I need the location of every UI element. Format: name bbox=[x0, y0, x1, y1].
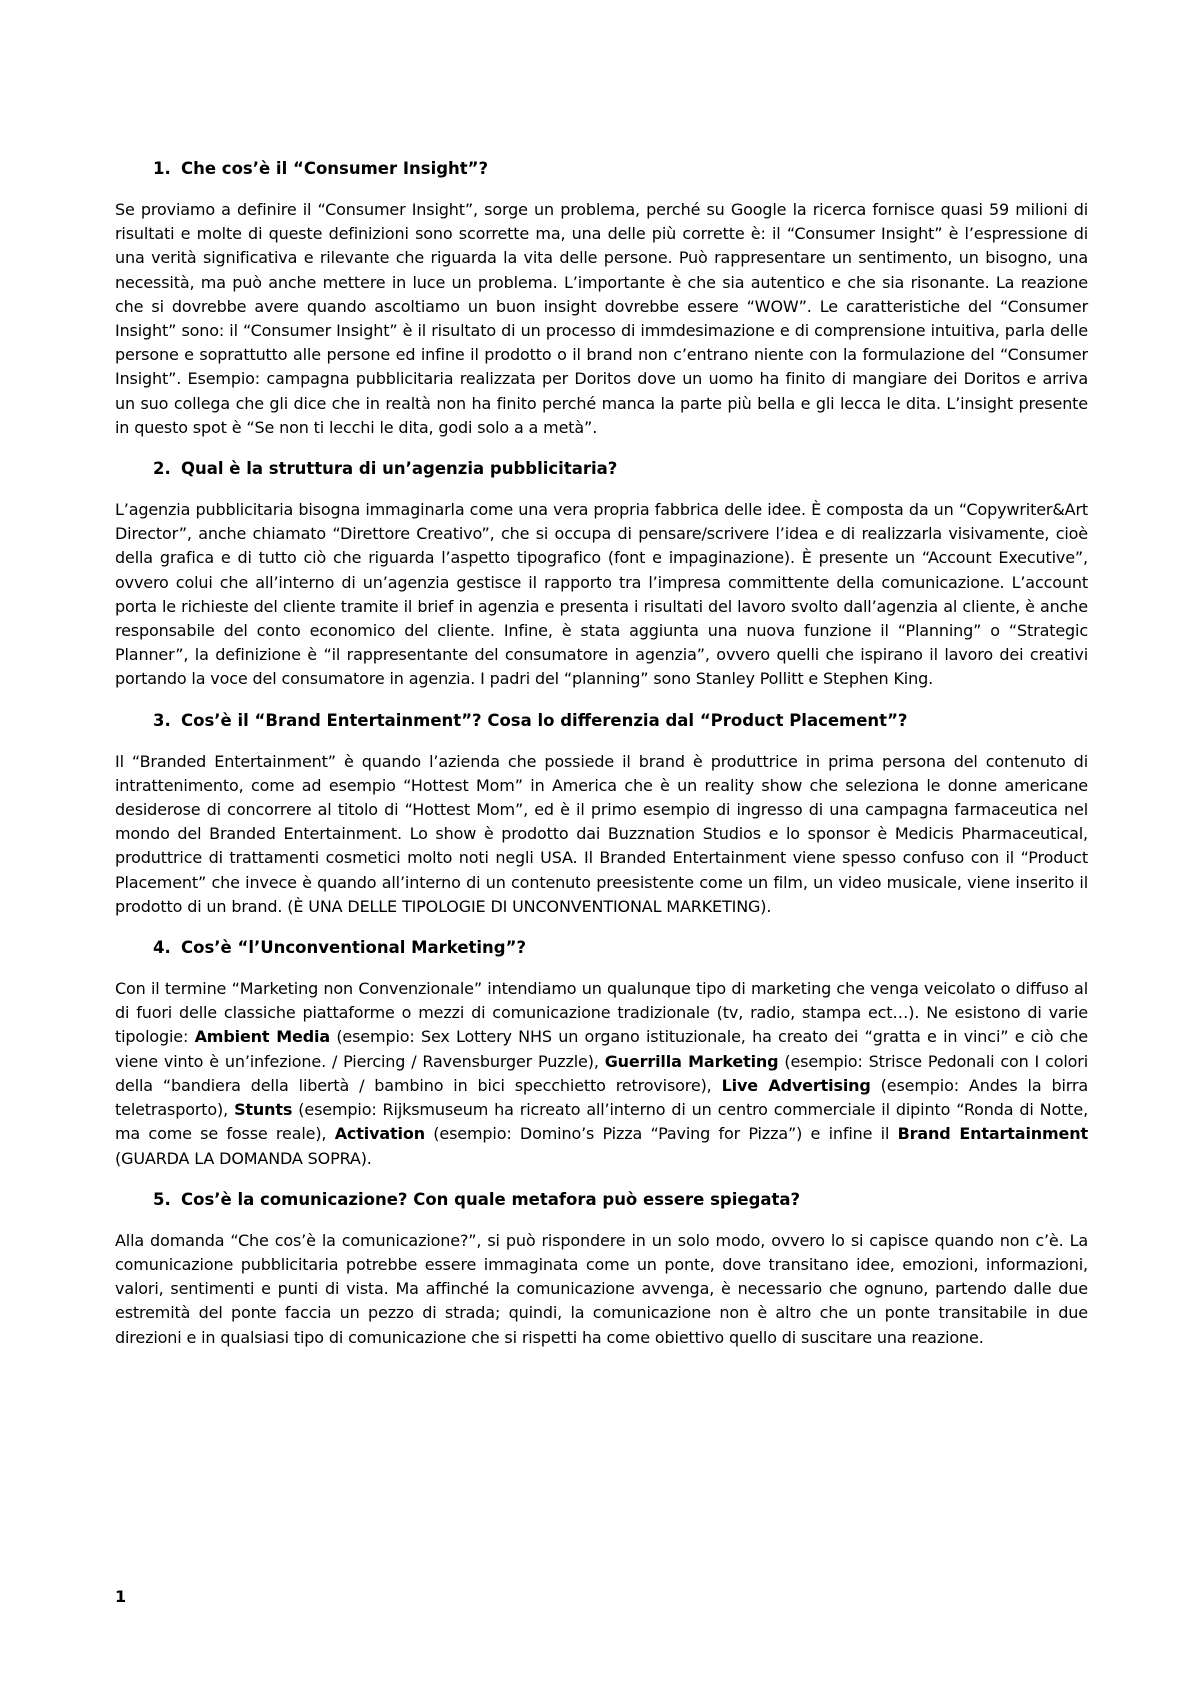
document-body bbox=[115, 158, 1088, 1368]
answer-paragraph-2: L’agenzia pubblicitaria bisogna immaginarla come una vera propria fabbrica delle idee. È composta da un “Copywriter&Art Director”, anche chiamato “Direttore Creativo”, che si occupa di pensare/scrivere l’idea e di realizzarla visivamente, cioè della grafica e di tutto ciò che riguarda l’aspetto tipografico (font e impaginazione). È presente un “Account Executive”, ovvero colui che all’interno di un’agenzia gestisce il rapporto tra l’impresa committente della comunicazione. L’account porta le richieste del cliente tramite il brief in agenzia e presenta i risultati del lavoro svolto dall’agenzia al cliente, è anche responsabile del conto economico del cliente. Infine, è stata aggiunta una nuova funzione il “Planning” o “Strategic Planner”, la definizione è “il rappresentante del consumatore in agenzia”, ovvero quelli che ispirano il lavoro dei creativi portando la voce del consumatore in agenzia. I padri del “planning” sono Stanley Pollitt e Stephen King. bbox=[115, 500, 1088, 689]
answer-paragraph-4 bbox=[115, 977, 1088, 1171]
question-number: 1. bbox=[153, 159, 171, 178]
bold-term-live-advertising: Live Advertising bbox=[721, 1075, 871, 1095]
question-text: Qual è la struttura di un’agenzia pubblicitaria? bbox=[181, 459, 618, 479]
bold-term-brand-entertainment: Brand Entartainment bbox=[897, 1124, 1088, 1144]
answer-text: (esempio: Sex Lottery NHS un organo istituzionale, ha creato dei “gratta e in vinci” e ciò che viene vinto è un’infezione. / Piercing / Ravensburger Puzzle), bbox=[115, 1027, 1088, 1071]
answer-text: (esempio: Andes la birra teletrasporto), bbox=[115, 1075, 1088, 1120]
bold-term-stunts: Stunts bbox=[234, 1100, 293, 1120]
question-number: 3. bbox=[153, 710, 171, 730]
answer-text: (esempio: Domino’s Pizza “Paving for Pizza”) e infine il bbox=[424, 1124, 898, 1144]
question-heading-3 bbox=[115, 710, 1088, 732]
question-text: Cos’è il “Brand Entertainment”? Cosa lo differenzia dal “Product Placement”? bbox=[181, 710, 908, 730]
question-text: Che cos’è il “Consumer Insight”? bbox=[181, 159, 489, 178]
question-text: Cos’è la comunicazione? Con quale metafora può essere spiegata? bbox=[181, 1189, 801, 1209]
question-heading-4 bbox=[115, 937, 1088, 959]
answer-text: Con il termine “Marketing non Convenzionale” intendiamo un qualunque tipo di marketing che venga veicolato o diffuso al di fuori delle classiche piattaforme o mezzi di comunicazione tradizionale (tv, radio, stampa ect…). Ne esistono di varie tipologie: bbox=[115, 979, 1088, 1047]
answer-paragraph-5: Alla domanda “Che cos’è la comunicazione?”, si può rispondere in un solo modo, ovvero lo si capisce quando non c’è. La comunicazione pubblicitaria potrebbe essere immaginata come un ponte, dove transitano idee, emozioni, informazioni, valori, sentimenti e punti di vista. Ma affinché la comunicazione avvenga, è necessario che ognuno, partendo dalle due estremità del ponte faccia un pezzo di strada; quindi, la comunicazione non è altro che un ponte transitabile in due direzioni e in qualsiasi tipo di comunicazione che si rispetti ha come obiettivo quello di suscitare una reazione. bbox=[115, 1230, 1088, 1347]
bold-term-activation: Activation bbox=[334, 1124, 425, 1144]
question-number: 5. bbox=[153, 1189, 171, 1209]
question-heading-5 bbox=[115, 1189, 1088, 1211]
question-heading-2 bbox=[115, 458, 1088, 480]
question-heading-1 bbox=[115, 158, 1088, 180]
question-number: 4. bbox=[153, 938, 171, 958]
answer-text: (esempio: Strisce Pedonali con I colori della “bandiera della libertà / bambino in bici specchietto retrovisore), bbox=[115, 1051, 1088, 1095]
question-number: 2. bbox=[153, 459, 171, 479]
bold-term-ambient-media: Ambient Media bbox=[194, 1027, 330, 1047]
page-number: 1 bbox=[115, 1587, 127, 1606]
answer-paragraph-3: Il “Branded Entertainment” è quando l’azienda che possiede il brand è produttrice in prima persona del contenuto di intrattenimento, come ad esempio “Hottest Mom” in America che è un reality show che seleziona le donne americane desiderose di concorrere al titolo di “Hottest Mom”, ed è il primo esempio di ingresso di una campagna farmaceutica nel mondo del Branded Entertainment. Lo show è prodotto dai Buzznation Studios e lo sponsor è Medicis Pharmaceutical, produttrice di trattamenti cosmetici molto noti negli USA. Il Branded Entertainment viene spesso confuso con il “Product Placement” che invece è quando all’interno di un contenuto preesistente come un film, un video musicale, viene inserito il prodotto di un brand. (È UNA DELLE TIPOLOGIE DI UNCONVENTIONAL MARKETING). bbox=[115, 751, 1088, 916]
answer-paragraph-1: Se proviamo a definire il “Consumer Insight”, sorge un problema, perché su Google la ricerca fornisce quasi 59 milioni di risultati e molte di queste definizioni sono scorrette ma, una delle più corrette è: il “Consumer Insight” è l’espressione di una verità significativa e rilevante che riguarda la vita delle persone. Può rappresentare un sentimento, un bisogno, una necessità, ma può anche mettere in luce un problema. L’importante è che sia autentico e che sia risonante. La reazione che si dovrebbe avere quando ascoltiamo un buon insight dovrebbe essere “WOW”. Le caratteristiche del “Consumer Insight” sono: il “Consumer Insight” è il risultato di un processo di immdesimazione e di comprensione intuitiva, parla delle persone e soprattutto alle persone ed infine il prodotto o il brand non c’entrano niente con la formulazione del “Consumer Insight”. Esempio: campagna pubblicitaria realizzata per Doritos dove un uomo ha finito di mangiare dei Doritos e arriva un suo collega che gli dice che in realtà non ha finito perché manca la parte più bella e gli lecca le dita. L’insight presente in questo spot è “Se non ti lecchi le dita, godi solo a a metà”. bbox=[115, 200, 1088, 437]
answer-text: (esempio: Rijksmuseum ha ricreato all’interno di un centro commerciale il dipinto “Ronda di Notte, ma come se fosse reale), bbox=[115, 1100, 1089, 1144]
bold-term-guerrilla-marketing: Guerrilla Marketing bbox=[604, 1051, 779, 1071]
question-text: Cos’è “l’Unconventional Marketing”? bbox=[181, 938, 527, 958]
answer-text: (GUARDA LA DOMANDA SOPRA). bbox=[115, 1148, 372, 1168]
